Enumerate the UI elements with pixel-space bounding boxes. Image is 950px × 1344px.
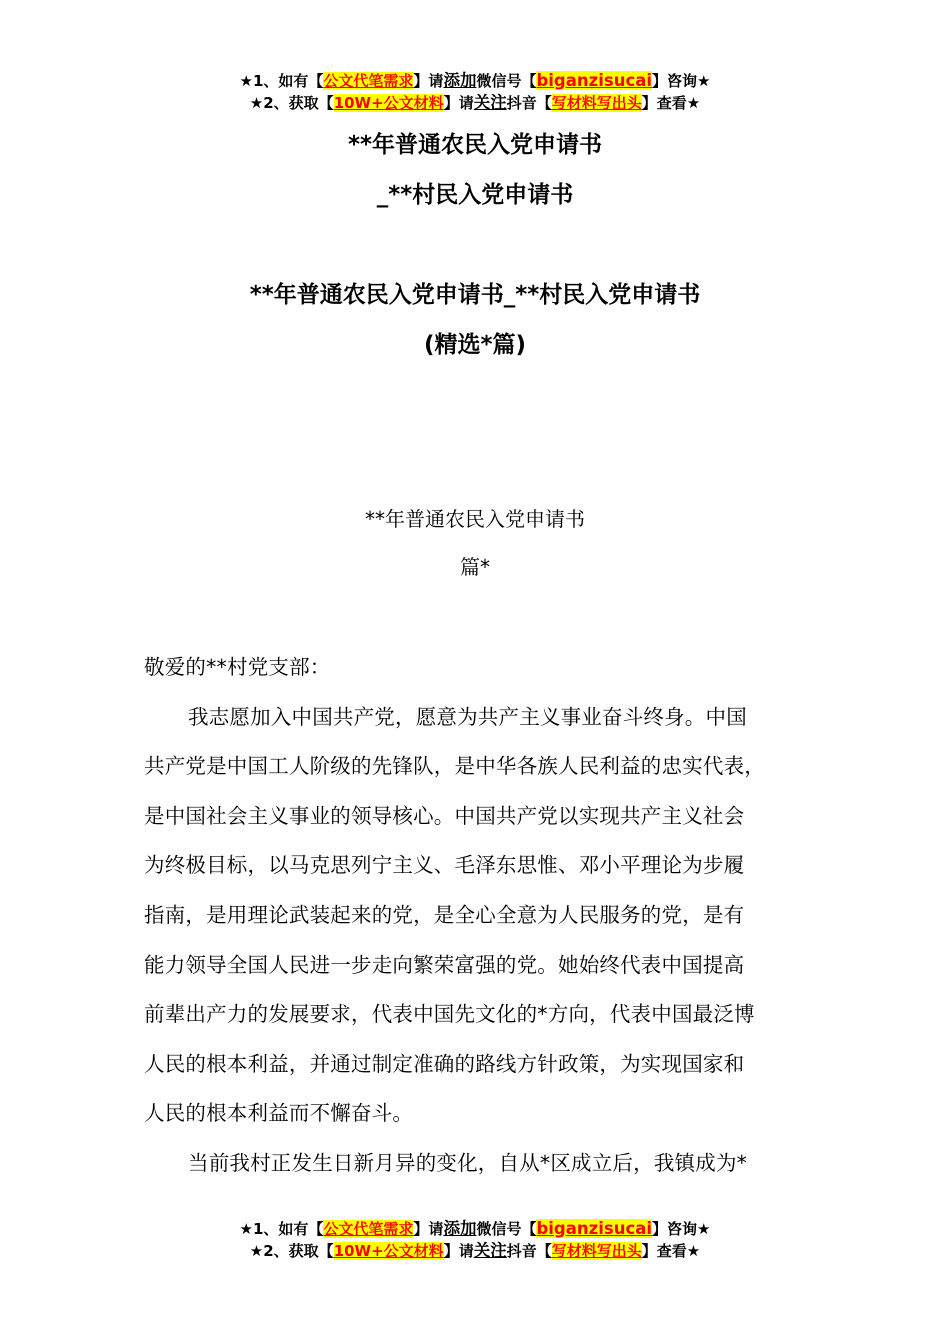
banner-line-2 xyxy=(0,1240,950,1262)
banner-highlight: 10W+公文材料 xyxy=(333,1242,444,1260)
banner-text: 微信号【 xyxy=(476,1220,537,1238)
banner-text: 抖音【 xyxy=(506,94,552,112)
banner-line-2 xyxy=(0,92,950,114)
banner-text: 微信号【 xyxy=(476,72,537,90)
banner-highlight: 公文代笔需求 xyxy=(323,72,414,90)
banner-text: ★1、如有【 xyxy=(239,1220,324,1238)
section-subtitle: 篇* xyxy=(460,555,490,579)
banner-highlight: 公文代笔需求 xyxy=(323,1220,414,1238)
bottom-banner xyxy=(0,1218,950,1262)
paragraph-line: 指南，是用理论武装起来的党，是全心全意为人民服务的党，是有 xyxy=(144,902,745,927)
document-title xyxy=(0,120,950,220)
banner-text: 】请 xyxy=(443,94,474,112)
paragraph-line: 人民的根本利益而不懈奋斗。 xyxy=(144,1101,414,1126)
paragraph-line: 是中国社会主义事业的领导核心。中国共产党以实现共产主义社会 xyxy=(144,803,745,828)
banner-text: ★2、获取【 xyxy=(249,1242,334,1260)
letter-body xyxy=(144,643,814,1189)
document-title-line-2: _**村民入党申请书 xyxy=(376,182,574,208)
banner-line-1 xyxy=(0,1218,950,1240)
paragraph-line: 能力领导全国人民进一步走向繁荣富强的党。她始终代表中国提高 xyxy=(144,952,745,977)
section-title: **年普通农民入党申请书 xyxy=(365,507,585,531)
main-heading xyxy=(0,270,950,370)
banner-highlight: biganzisucai xyxy=(536,1219,653,1238)
banner-text: 】请 xyxy=(413,72,444,90)
paragraph-line: 前辈出产力的发展要求，代表中国先文化的*方向，代表中国最泛博 xyxy=(144,1002,755,1027)
top-banner xyxy=(0,70,950,114)
banner-text: 】查看★ xyxy=(641,1242,701,1260)
paragraph-line: 为终极目标，以马克思列宁主义、毛泽东思惟、邓小平理论为步履 xyxy=(144,853,745,878)
banner-underlined: 关注 xyxy=(473,93,507,112)
paragraph-line: 人民的根本利益，并通过制定准确的路线方针政策，为实现国家和 xyxy=(144,1051,745,1076)
paragraph-line: 当前我村正发生日新月异的变化，自从*区成立后，我镇成为* xyxy=(188,1150,748,1175)
banner-text: 】请 xyxy=(443,1242,474,1260)
main-heading-line-2: (精选*篇) xyxy=(423,332,527,358)
banner-underlined: 关注 xyxy=(473,1241,507,1260)
section-heading xyxy=(0,495,950,591)
banner-highlight: 写材料写出头 xyxy=(551,94,642,112)
banner-highlight: biganzisucai xyxy=(536,71,653,90)
banner-text: 】查看★ xyxy=(641,94,701,112)
paragraph-line: 我志愿加入中国共产党，愿意为共产主义事业奋斗终身。中国 xyxy=(188,704,747,729)
banner-text: 】咨询★ xyxy=(652,72,711,90)
document-title-line-1: **年普通农民入党申请书 xyxy=(347,132,603,158)
banner-text: 】请 xyxy=(413,1220,444,1238)
letter-salutation: 敬爱的**村党支部： xyxy=(144,655,331,679)
banner-line-1 xyxy=(0,70,950,92)
banner-highlight: 10W+公文材料 xyxy=(333,94,444,112)
banner-text: ★1、如有【 xyxy=(239,72,324,90)
paragraph-line: 共产党是中国工人阶级的先锋队，是中华各族人民利益的忠实代表， xyxy=(144,754,765,779)
banner-underlined: 添加 xyxy=(443,71,477,90)
banner-text: ★2、获取【 xyxy=(249,94,334,112)
banner-text: 】咨询★ xyxy=(652,1220,711,1238)
main-heading-line-1: **年普通农民入党申请书_**村民入党申请书 xyxy=(249,282,701,308)
banner-highlight: 写材料写出头 xyxy=(551,1242,642,1260)
banner-text: 抖音【 xyxy=(506,1242,552,1260)
banner-underlined: 添加 xyxy=(443,1219,477,1238)
